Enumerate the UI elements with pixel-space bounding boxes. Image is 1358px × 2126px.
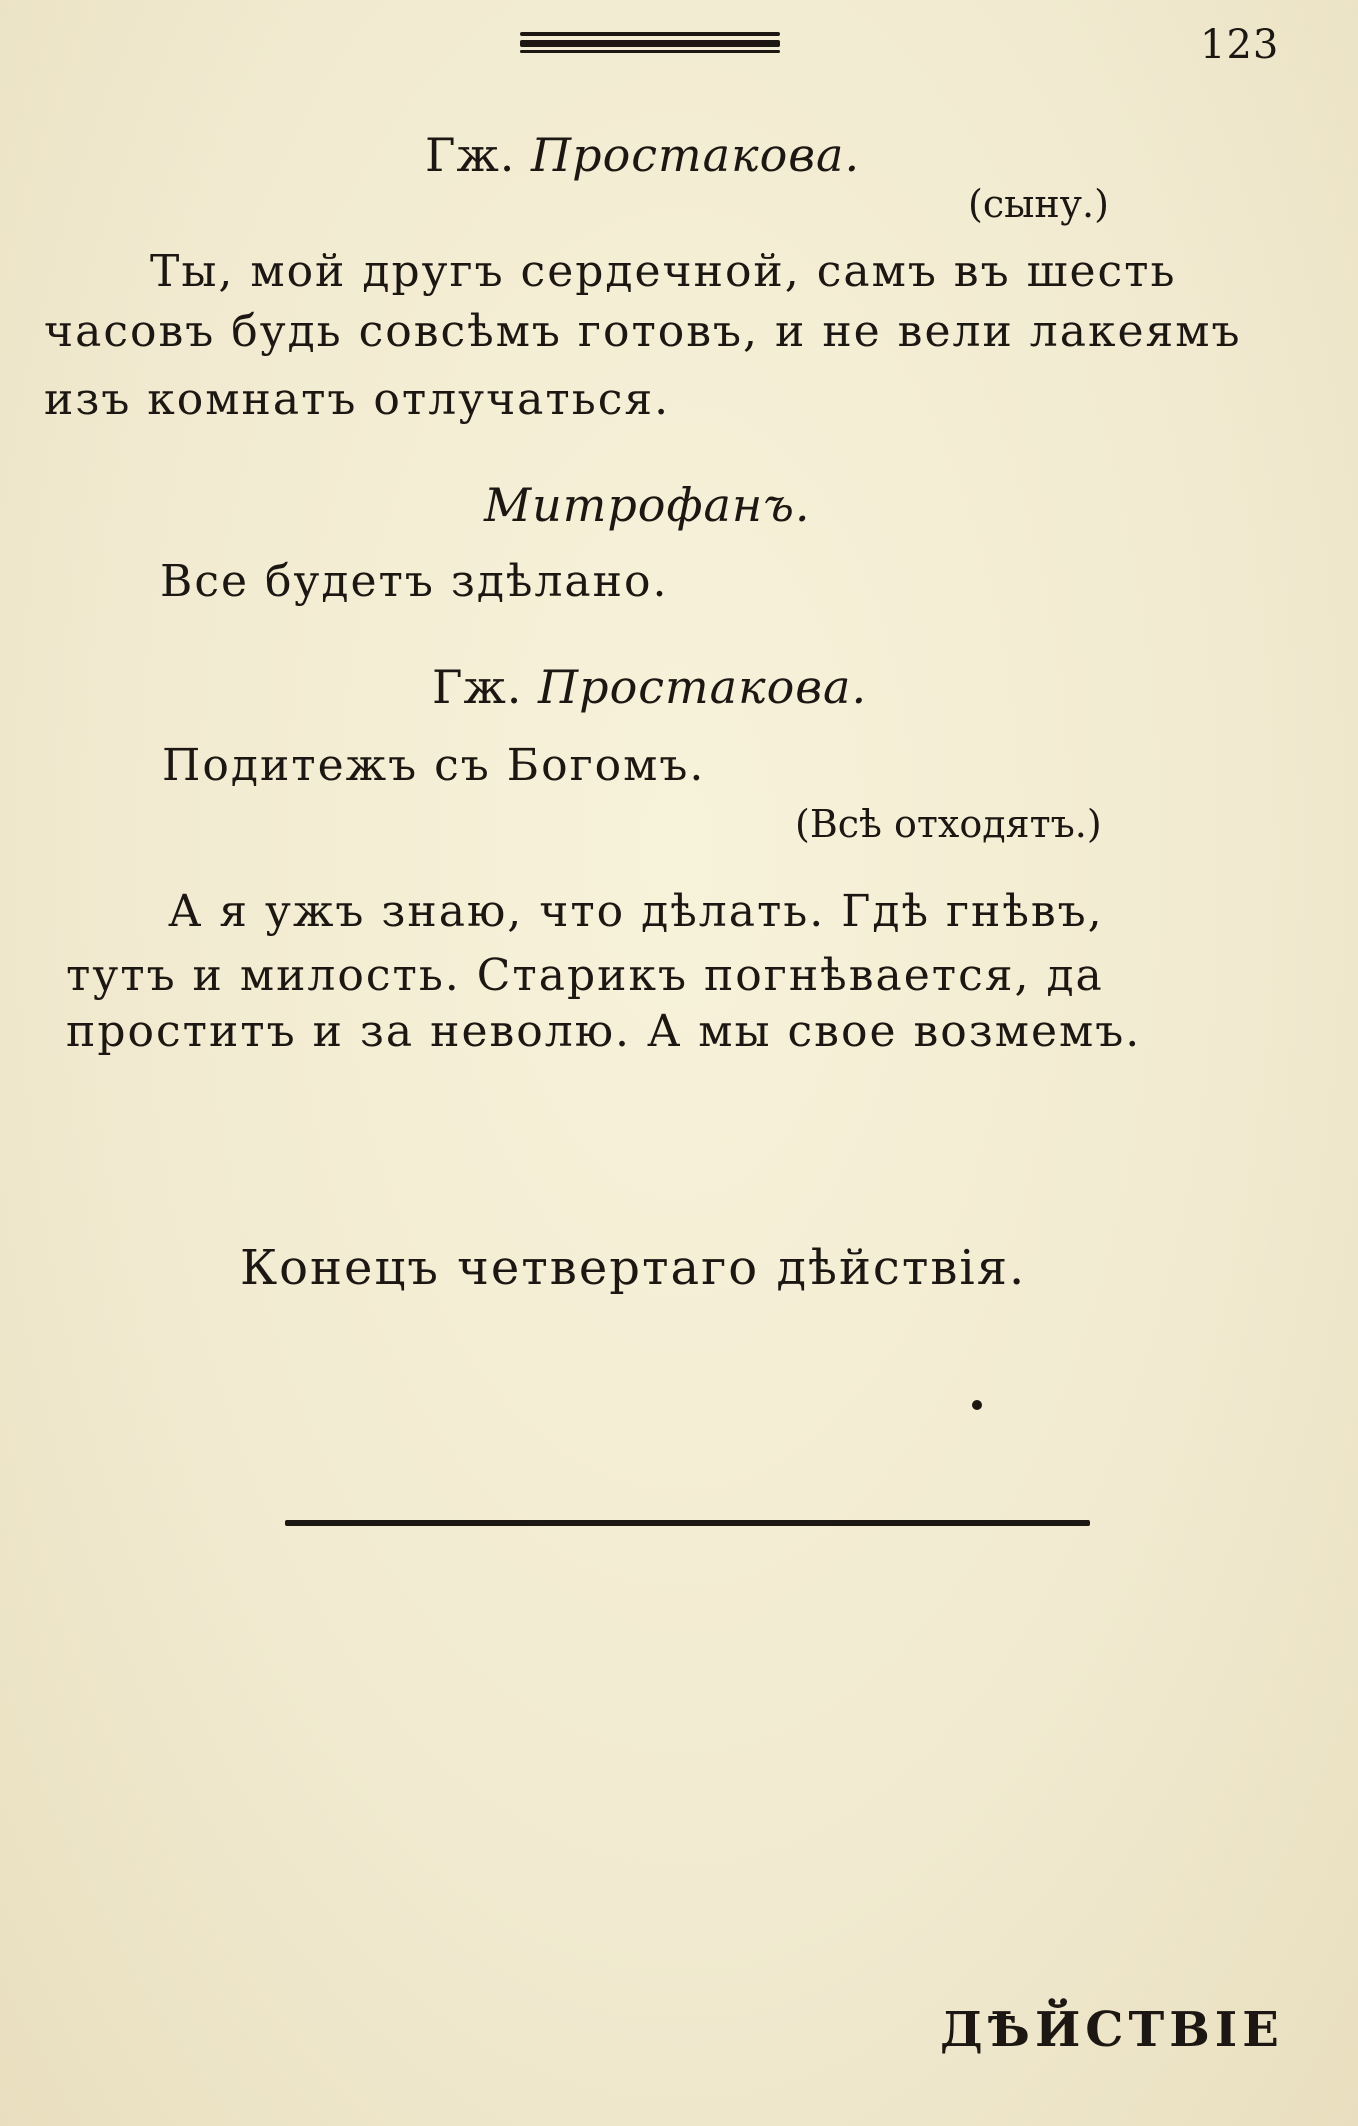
text-line: А я ужъ знаю, что дѣлать. Гдѣ гнѣвъ, bbox=[168, 886, 1104, 937]
ornament-dot bbox=[972, 1400, 982, 1410]
speaker-heading bbox=[425, 128, 860, 182]
catchword: ДѢЙСТВІЕ bbox=[940, 2002, 1284, 2058]
text-line: Ты, мой другъ сердечной, самъ въ шесть bbox=[150, 246, 1177, 297]
text-line: Подитежъ съ Богомъ. bbox=[162, 740, 706, 791]
speaker-name: Простакова. bbox=[538, 660, 868, 714]
stage-direction: (Всѣ отходятъ.) bbox=[795, 802, 1102, 846]
text-line: изъ комнатъ отлучаться. bbox=[44, 374, 671, 425]
speaker-name: Простакова. bbox=[531, 128, 861, 182]
speaker-heading bbox=[432, 660, 867, 714]
speaker-heading bbox=[484, 478, 811, 532]
end-rule bbox=[285, 1520, 1090, 1526]
text-line: Все будетъ здѣлано. bbox=[160, 556, 669, 607]
text-line: часовъ будь совсѣмъ готовъ, и не вели лакеямъ bbox=[44, 306, 1242, 357]
text-line: тутъ и милость. Старикъ погнѣвается, да bbox=[66, 950, 1104, 1001]
act-end-heading: Конецъ четвертаго дѣйствія. bbox=[240, 1240, 1027, 1296]
speaker-title: Гж. bbox=[432, 660, 523, 714]
page-number: 123 bbox=[1200, 22, 1280, 68]
top-ornamental-rule bbox=[520, 30, 780, 52]
speaker-name: Митрофанъ. bbox=[484, 478, 811, 532]
text-line: проститъ и за неволю. А мы свое возмемъ. bbox=[66, 1006, 1142, 1057]
stage-direction: (сыну.) bbox=[968, 182, 1109, 226]
speaker-title: Гж. bbox=[425, 128, 516, 182]
